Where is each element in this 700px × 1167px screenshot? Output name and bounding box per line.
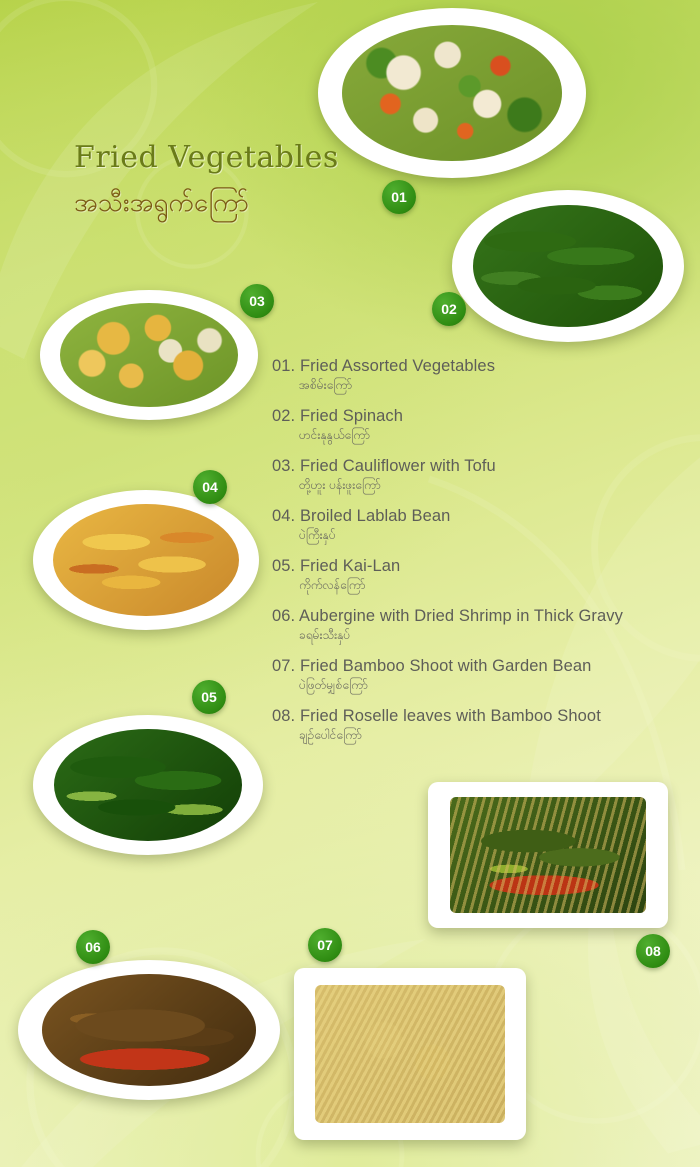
dish-name-english: Fried Roselle leaves with Bamboo Shoot xyxy=(299,707,601,725)
dish-name-english-row xyxy=(272,457,684,476)
dish-number: 06. xyxy=(272,607,296,625)
dish-name-myanmar: ချဉ်ပေါင်ကြော် xyxy=(299,728,362,742)
dish-name-english: Fried Assorted Vegetables xyxy=(299,357,496,375)
dish-name-english: Fried Cauliflower with Tofu xyxy=(299,457,496,475)
dish-name-english-row xyxy=(272,507,684,526)
assorted-vegetables-photo xyxy=(318,8,586,178)
photo-number-badge-08: 08 xyxy=(636,934,670,968)
aubergine-shrimp-photo xyxy=(18,960,280,1100)
food-image xyxy=(53,504,238,616)
dish-name-english-row xyxy=(272,357,684,376)
dish-name-english: Fried Spinach xyxy=(299,407,404,425)
photo-number-badge-07: 07 xyxy=(308,928,342,962)
dish-number: 07. xyxy=(272,657,296,675)
photo-number-badge-05: 05 xyxy=(192,680,226,714)
photo-number-badge-04: 04 xyxy=(193,470,227,504)
dish-number: 02. xyxy=(272,407,296,425)
cauliflower-tofu-photo xyxy=(40,290,258,420)
dish-number: 04. xyxy=(272,507,296,525)
food-image xyxy=(54,729,243,841)
dish-name-english-row xyxy=(272,557,684,576)
dish-number: 08. xyxy=(272,707,296,725)
list-item xyxy=(272,457,684,495)
bamboo-shoot-bean-photo xyxy=(294,968,526,1140)
dish-number: 01. xyxy=(272,357,296,375)
list-item xyxy=(272,357,684,395)
dish-name-myanmar: ခရမ်းသီးနှပ် xyxy=(299,628,351,642)
food-image xyxy=(473,205,663,327)
dish-number: 05. xyxy=(272,557,296,575)
page-title-myanmar: အသီးအရွက်ကြော် xyxy=(74,188,249,218)
dish-name-english-row xyxy=(272,607,684,626)
list-item xyxy=(272,507,684,545)
food-image xyxy=(450,797,647,914)
dish-name-myanmar: အစိမ်းကြော် xyxy=(299,378,353,392)
dish-name-english: Broiled Lablab Bean xyxy=(299,507,451,525)
dish-name-english-row xyxy=(272,407,684,426)
food-image xyxy=(60,303,239,407)
list-item xyxy=(272,557,684,595)
photo-number-badge-06: 06 xyxy=(76,930,110,964)
spinach-photo xyxy=(452,190,684,342)
roselle-bamboo-photo xyxy=(428,782,668,928)
page-title-english: Fried Vegetables xyxy=(74,140,339,175)
photo-number-badge-01: 01 xyxy=(382,180,416,214)
page-title xyxy=(74,140,404,224)
kai-lan-photo xyxy=(33,715,263,855)
photo-number-badge-03: 03 xyxy=(240,284,274,318)
food-image xyxy=(42,974,257,1086)
dish-name-myanmar: တို့ဟူး ပန်းဖူးကြော် xyxy=(299,478,381,492)
dish-name-english-row xyxy=(272,657,684,676)
lablab-bean-photo xyxy=(33,490,259,630)
dish-name-english: Fried Bamboo Shoot with Garden Bean xyxy=(299,657,592,675)
dish-name-english: Aubergine with Dried Shrimp in Thick Gravy xyxy=(299,607,623,625)
dish-name-myanmar: ပဲကြီးနှပ် xyxy=(299,528,336,542)
list-item xyxy=(272,407,684,445)
dish-name-myanmar: ကိုက်လန်ကြော် xyxy=(299,578,366,592)
food-image xyxy=(315,985,505,1123)
list-item xyxy=(272,657,684,695)
dish-name-english-row xyxy=(272,707,684,726)
dish-name-myanmar: ဟင်းနုနွယ်ကြော် xyxy=(299,428,370,442)
list-item xyxy=(272,607,684,645)
dish-number: 03. xyxy=(272,457,296,475)
dish-name-myanmar: ပဲဖြတ်မျှစ်ကြော် xyxy=(299,678,368,692)
dish-list xyxy=(272,357,684,757)
dish-name-english: Fried Kai-Lan xyxy=(299,557,401,575)
list-item xyxy=(272,707,684,745)
food-image xyxy=(342,25,562,161)
photo-number-badge-02: 02 xyxy=(432,292,466,326)
